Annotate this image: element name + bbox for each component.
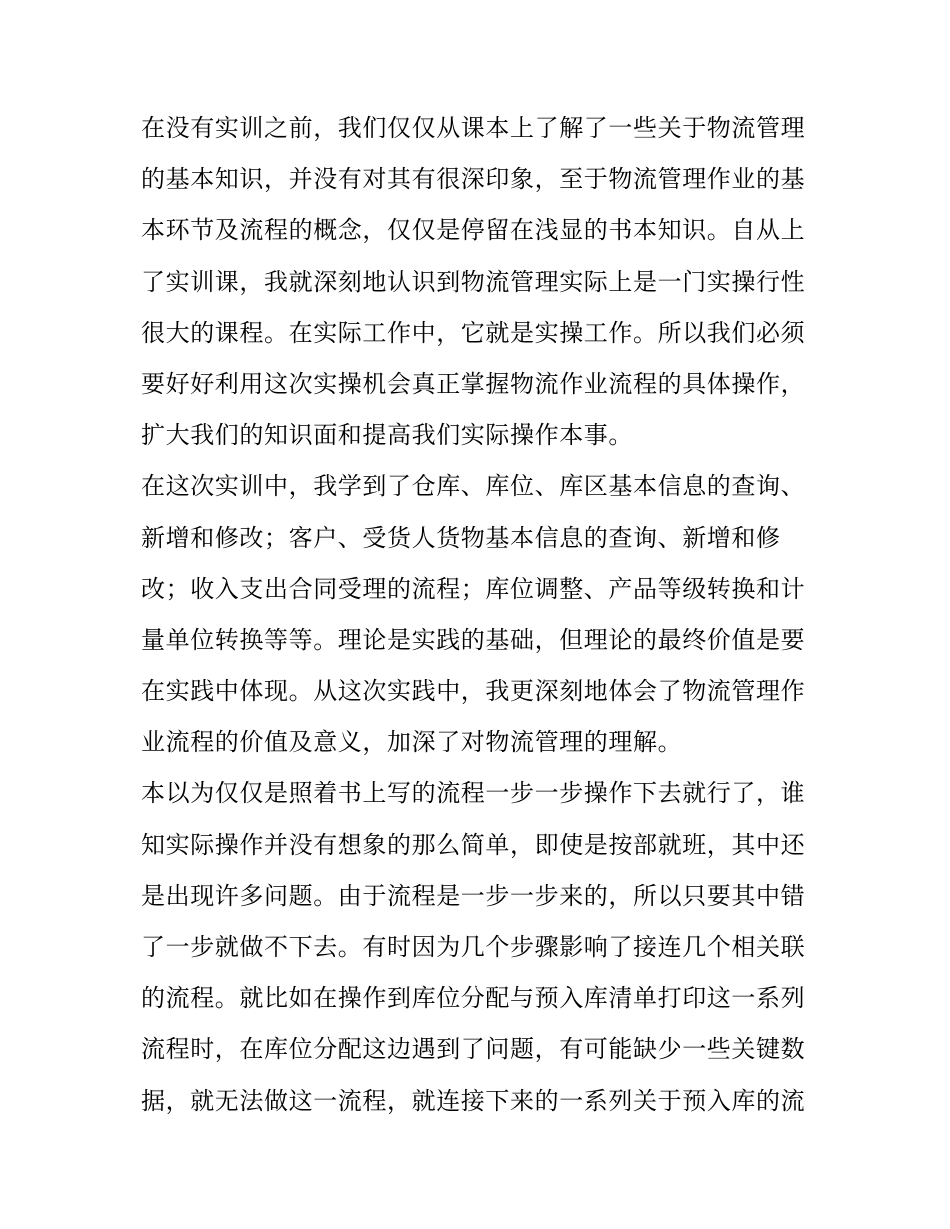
paragraph-2	[141, 461, 816, 768]
text-line: 业流程的价值及意义，加深了对物流管理的理解。	[141, 728, 683, 757]
text-line: 的基本知识，并没有对其有很深印象，至于物流管理作业的基	[141, 165, 806, 194]
text-line: 本以为仅仅是照着书上写的流程一步一步操作下去就行了，谁	[141, 779, 806, 808]
text-line: 的流程。就比如在操作到库位分配与预入库清单打印这一系列	[141, 984, 806, 1013]
text-line: 要好好利用这次实操机会真正掌握物流作业流程的具体操作，	[141, 369, 806, 398]
text-line: 在没有实训之前，我们仅仅从课本上了解了一些关于物流管理	[141, 114, 806, 142]
paragraph-3	[141, 768, 816, 1126]
text-line: 本环节及流程的概念，仅仅是停留在浅显的书本知识。自从上	[141, 216, 806, 245]
text-line: 了一步就做不下去。有时因为几个步骤影响了接连几个相关联	[141, 933, 806, 961]
text-line: 在实践中体现。从这次实践中，我更深刻地体会了物流管理作	[141, 677, 806, 706]
text-line: 流程时，在库位分配这边遇到了问题，有可能缺少一些关键数	[141, 1035, 806, 1064]
text-line: 在这次实训中，我学到了仓库、库位、库区基本信息的查询、	[141, 472, 806, 501]
text-line: 扩大我们的知识面和提高我们实际操作本事。	[141, 421, 633, 450]
text-line: 很大的课程。在实际工作中，它就是实操工作。所以我们必须	[141, 318, 806, 347]
paragraph-1	[141, 103, 816, 461]
text-line: 知实际操作并没有想象的那么简单，即使是按部就班，其中还	[141, 830, 806, 859]
text-line: 改；收入支出合同受理的流程；库位调整、产品等级转换和计	[141, 574, 806, 603]
text-line: 新增和修改；客户、受货人货物基本信息的查询、新增和修	[141, 523, 781, 552]
text-line: 是出现许多问题。由于流程是一步一步来的，所以只要其中错	[141, 881, 806, 910]
text-line: 据，就无法做这一流程，就连接下来的一系列关于预入库的流	[141, 1086, 806, 1115]
body-text	[141, 103, 816, 1127]
text-line: 了实训课，我就深刻地认识到物流管理实际上是一门实操行性	[141, 267, 806, 296]
text-line: 量单位转换等等。理论是实践的基础，但理论的最终价值是要	[141, 625, 806, 654]
